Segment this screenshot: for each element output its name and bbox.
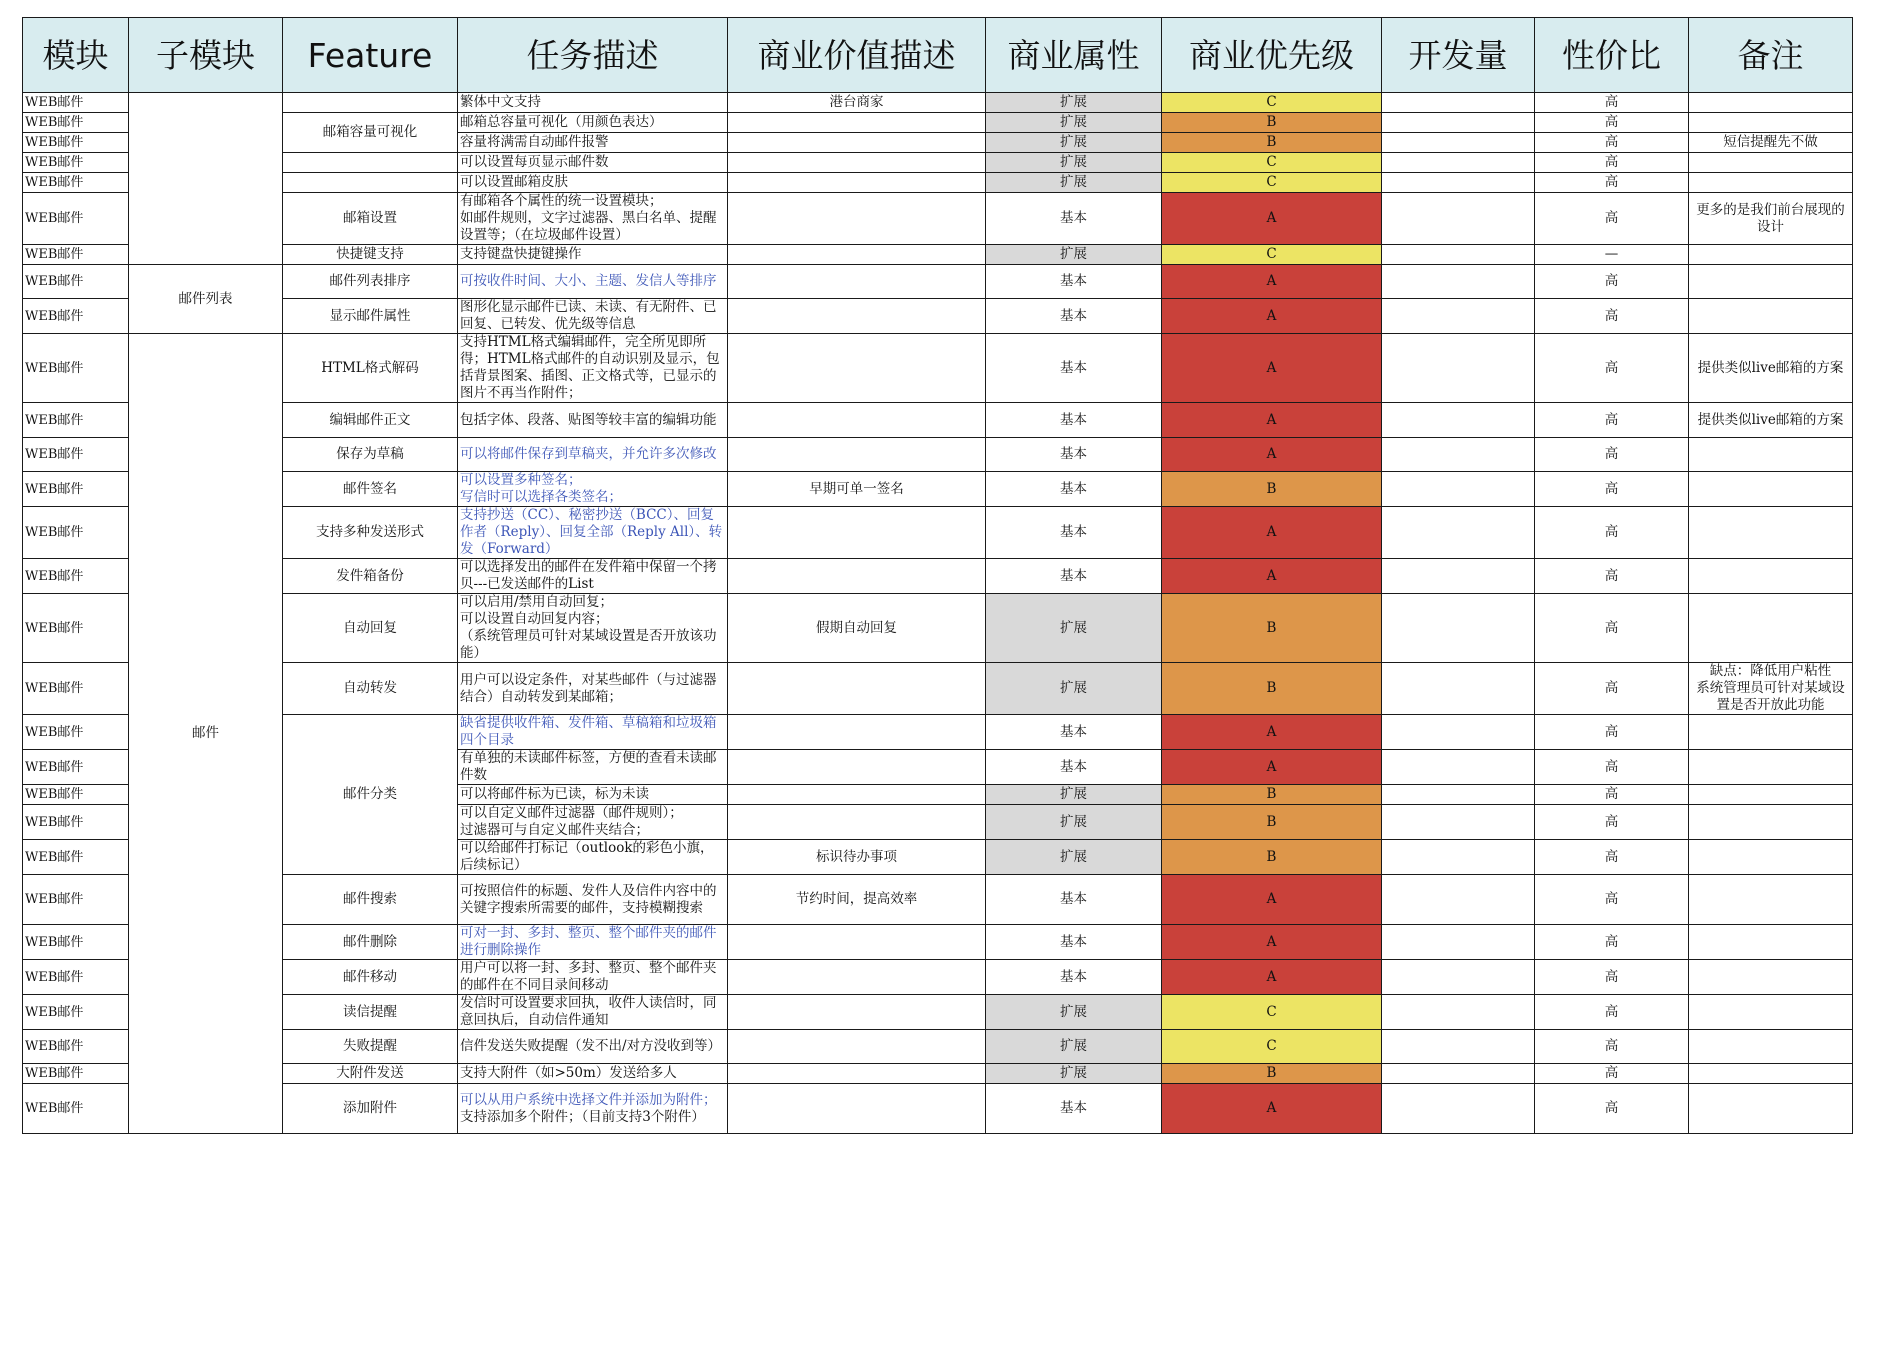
- effort-cell[interactable]: [1382, 750, 1535, 785]
- module-cell[interactable]: WEB邮件: [23, 133, 129, 153]
- ratio-cell[interactable]: 高: [1535, 715, 1689, 750]
- table-row: [23, 245, 1853, 265]
- task-cell[interactable]: 支持HTML格式编辑邮件，完全所见即所得；HTML格式邮件的自动识别及显示，包括背景图案、插图、正文格式等，已显示的图片不再当作附件；: [458, 334, 728, 403]
- attribute-cell[interactable]: 基本: [986, 1084, 1162, 1134]
- module-cell[interactable]: WEB邮件: [23, 472, 129, 507]
- submodule-cell[interactable]: [129, 93, 283, 265]
- effort-cell[interactable]: [1382, 960, 1535, 995]
- attribute-cell[interactable]: 扩展: [986, 785, 1162, 805]
- task-cell[interactable]: 可以自定义邮件过滤器（邮件规则）； 过滤器可与自定义邮件夹结合；: [458, 805, 728, 840]
- value-cell[interactable]: [728, 715, 986, 750]
- notes-cell[interactable]: [1689, 925, 1853, 960]
- notes-cell[interactable]: [1689, 173, 1853, 193]
- effort-cell[interactable]: [1382, 507, 1535, 559]
- value-cell[interactable]: [728, 559, 986, 594]
- priority-cell[interactable]: B: [1162, 663, 1382, 715]
- effort-cell[interactable]: [1382, 805, 1535, 840]
- notes-cell[interactable]: [1689, 1064, 1853, 1084]
- ratio-cell[interactable]: 高: [1535, 173, 1689, 193]
- attribute-cell[interactable]: 扩展: [986, 113, 1162, 133]
- task-text-highlight: 可以从用户系统中选择文件并添加为附件；: [460, 1091, 717, 1108]
- table-row: [23, 925, 1853, 960]
- module-cell[interactable]: WEB邮件: [23, 507, 129, 559]
- effort-cell[interactable]: [1382, 715, 1535, 750]
- feature-cell[interactable]: 显示邮件属性: [283, 299, 458, 334]
- value-cell[interactable]: [728, 1084, 986, 1134]
- effort-cell[interactable]: [1382, 153, 1535, 173]
- module-cell[interactable]: WEB邮件: [23, 193, 129, 245]
- feature-cell[interactable]: 邮件列表排序: [283, 265, 458, 299]
- attribute-cell[interactable]: 基本: [986, 438, 1162, 472]
- notes-cell[interactable]: [1689, 875, 1853, 925]
- ratio-cell[interactable]: 高: [1535, 403, 1689, 438]
- priority-cell[interactable]: B: [1162, 805, 1382, 840]
- task-cell[interactable]: 可对一封、多封、整页、整个邮件夹的邮件进行删除操作: [458, 925, 728, 960]
- module-cell[interactable]: WEB邮件: [23, 334, 129, 403]
- priority-cell[interactable]: B: [1162, 840, 1382, 875]
- value-cell[interactable]: 早期可单一签名: [728, 472, 986, 507]
- header-priority[interactable]: 商业优先级: [1162, 18, 1382, 93]
- table-row: [23, 663, 1853, 715]
- priority-cell[interactable]: A: [1162, 750, 1382, 785]
- module-cell[interactable]: WEB邮件: [23, 438, 129, 472]
- effort-cell[interactable]: [1382, 334, 1535, 403]
- priority-cell[interactable]: A: [1162, 960, 1382, 995]
- task-cell[interactable]: 邮箱总容量可视化（用颜色表达）: [458, 113, 728, 133]
- ratio-cell[interactable]: 高: [1535, 805, 1689, 840]
- submodule-cell[interactable]: 邮件列表: [129, 265, 283, 334]
- task-cell[interactable]: 可以将邮件标为已读，标为未读: [458, 785, 728, 805]
- task-cell[interactable]: 可按收件时间、大小、主题、发信人等排序: [458, 265, 728, 299]
- feature-cell[interactable]: 邮件签名: [283, 472, 458, 507]
- value-cell[interactable]: [728, 925, 986, 960]
- attribute-cell[interactable]: 扩展: [986, 93, 1162, 113]
- task-cell[interactable]: 发信时可设置要求回执，收件人读信时，同意回执后，自动信件通知: [458, 995, 728, 1030]
- effort-cell[interactable]: [1382, 193, 1535, 245]
- priority-cell[interactable]: A: [1162, 193, 1382, 245]
- notes-cell[interactable]: [1689, 153, 1853, 173]
- feature-cell[interactable]: [283, 173, 458, 193]
- task-cell[interactable]: 包括字体、段落、贴图等较丰富的编辑功能: [458, 403, 728, 438]
- priority-cell[interactable]: A: [1162, 715, 1382, 750]
- effort-cell[interactable]: [1382, 594, 1535, 663]
- notes-cell[interactable]: [1689, 93, 1853, 113]
- effort-cell[interactable]: [1382, 995, 1535, 1030]
- value-cell[interactable]: 标识待办事项: [728, 840, 986, 875]
- notes-cell[interactable]: [1689, 840, 1853, 875]
- notes-cell[interactable]: [1689, 438, 1853, 472]
- ratio-cell[interactable]: 高: [1535, 153, 1689, 173]
- feature-cell[interactable]: 编辑邮件正文: [283, 403, 458, 438]
- table-row: [23, 1030, 1853, 1064]
- priority-cell[interactable]: A: [1162, 265, 1382, 299]
- attribute-cell[interactable]: 基本: [986, 299, 1162, 334]
- notes-cell[interactable]: [1689, 960, 1853, 995]
- ratio-cell[interactable]: —: [1535, 245, 1689, 265]
- module-cell[interactable]: WEB邮件: [23, 960, 129, 995]
- feature-cell[interactable]: 失败提醒: [283, 1030, 458, 1064]
- table-row: [23, 173, 1853, 193]
- feature-cell[interactable]: HTML格式解码: [283, 334, 458, 403]
- ratio-cell[interactable]: 高: [1535, 299, 1689, 334]
- priority-cell[interactable]: C: [1162, 1030, 1382, 1064]
- attribute-cell[interactable]: 基本: [986, 334, 1162, 403]
- notes-cell[interactable]: 短信提醒先不做: [1689, 133, 1853, 153]
- table-row: [23, 995, 1853, 1030]
- table-row: [23, 507, 1853, 559]
- value-cell[interactable]: [728, 438, 986, 472]
- header-feature[interactable]: Feature: [283, 18, 458, 93]
- feature-cell[interactable]: 邮箱容量可视化: [283, 113, 458, 153]
- ratio-cell[interactable]: 高: [1535, 1030, 1689, 1064]
- table-row: [23, 438, 1853, 472]
- module-cell[interactable]: WEB邮件: [23, 265, 129, 299]
- module-cell[interactable]: WEB邮件: [23, 245, 129, 265]
- attribute-cell[interactable]: 扩展: [986, 840, 1162, 875]
- notes-cell[interactable]: [1689, 265, 1853, 299]
- submodule-cell[interactable]: 邮件: [129, 334, 283, 1134]
- priority-cell[interactable]: B: [1162, 594, 1382, 663]
- ratio-cell[interactable]: 高: [1535, 93, 1689, 113]
- task-cell[interactable]: 用户可以设定条件，对某些邮件（与过滤器结合）自动转发到某邮箱；: [458, 663, 728, 715]
- attribute-cell[interactable]: 基本: [986, 265, 1162, 299]
- ratio-cell[interactable]: 高: [1535, 995, 1689, 1030]
- module-cell[interactable]: WEB邮件: [23, 173, 129, 193]
- module-cell[interactable]: WEB邮件: [23, 1030, 129, 1064]
- value-cell[interactable]: [728, 113, 986, 133]
- priority-cell[interactable]: A: [1162, 559, 1382, 594]
- value-cell[interactable]: [728, 299, 986, 334]
- task-cell[interactable]: 可以选择发出的邮件在发件箱中保留一个拷贝---已发送邮件的List: [458, 559, 728, 594]
- module-cell[interactable]: WEB邮件: [23, 715, 129, 750]
- notes-cell[interactable]: [1689, 750, 1853, 785]
- task-cell[interactable]: 有邮箱各个属性的统一设置模块； 如邮件规则，文字过滤器、黑白名单、提醒设置等；（在垃圾邮件设置）: [458, 193, 728, 245]
- header-attribute[interactable]: 商业属性: [986, 18, 1162, 93]
- feature-cell[interactable]: 邮件删除: [283, 925, 458, 960]
- task-cell[interactable]: 支持键盘快捷键操作: [458, 245, 728, 265]
- effort-cell[interactable]: [1382, 113, 1535, 133]
- module-cell[interactable]: WEB邮件: [23, 153, 129, 173]
- ratio-cell[interactable]: 高: [1535, 785, 1689, 805]
- attribute-cell[interactable]: 扩展: [986, 153, 1162, 173]
- ratio-cell[interactable]: 高: [1535, 1064, 1689, 1084]
- attribute-cell[interactable]: 扩展: [986, 173, 1162, 193]
- ratio-cell[interactable]: 高: [1535, 265, 1689, 299]
- header-module[interactable]: 模块: [23, 18, 129, 93]
- priority-cell[interactable]: C: [1162, 173, 1382, 193]
- attribute-cell[interactable]: 扩展: [986, 805, 1162, 840]
- value-cell[interactable]: [728, 805, 986, 840]
- feature-cell[interactable]: 读信提醒: [283, 995, 458, 1030]
- task-cell[interactable]: 可以设置多种签名； 写信时可以选择各类签名；: [458, 472, 728, 507]
- attribute-cell[interactable]: 基本: [986, 193, 1162, 245]
- notes-cell[interactable]: [1689, 472, 1853, 507]
- value-cell[interactable]: [728, 334, 986, 403]
- table-row: [23, 472, 1853, 507]
- effort-cell[interactable]: [1382, 1030, 1535, 1064]
- feature-cell[interactable]: 邮件搜索: [283, 875, 458, 925]
- header-value[interactable]: 商业价值描述: [728, 18, 986, 93]
- priority-cell[interactable]: A: [1162, 875, 1382, 925]
- ratio-cell[interactable]: 高: [1535, 113, 1689, 133]
- module-cell[interactable]: WEB邮件: [23, 875, 129, 925]
- effort-cell[interactable]: [1382, 299, 1535, 334]
- table-row: [23, 594, 1853, 663]
- feature-cell[interactable]: 大附件发送: [283, 1064, 458, 1084]
- feature-cell[interactable]: 保存为草稿: [283, 438, 458, 472]
- notes-cell[interactable]: [1689, 245, 1853, 265]
- effort-cell[interactable]: [1382, 925, 1535, 960]
- task-cell[interactable]: 容量将满需自动邮件报警: [458, 133, 728, 153]
- priority-cell[interactable]: B: [1162, 113, 1382, 133]
- attribute-cell[interactable]: 基本: [986, 559, 1162, 594]
- priority-cell[interactable]: A: [1162, 299, 1382, 334]
- task-cell[interactable]: 支持抄送（CC）、秘密抄送（BCC）、回复作者（Reply）、回复全部（Reply All）、转发（Forward）: [458, 507, 728, 559]
- task-cell[interactable]: [458, 1084, 728, 1134]
- module-cell[interactable]: WEB邮件: [23, 403, 129, 438]
- attribute-cell[interactable]: 基本: [986, 715, 1162, 750]
- feature-cell[interactable]: [283, 93, 458, 113]
- value-cell[interactable]: [728, 960, 986, 995]
- effort-cell[interactable]: [1382, 663, 1535, 715]
- notes-cell[interactable]: [1689, 785, 1853, 805]
- module-cell[interactable]: WEB邮件: [23, 840, 129, 875]
- module-cell[interactable]: WEB邮件: [23, 1064, 129, 1084]
- module-cell[interactable]: WEB邮件: [23, 93, 129, 113]
- header-ratio[interactable]: 性价比: [1535, 18, 1689, 93]
- feature-cell[interactable]: [283, 153, 458, 173]
- value-cell[interactable]: [728, 995, 986, 1030]
- ratio-cell[interactable]: 高: [1535, 663, 1689, 715]
- ratio-cell[interactable]: 高: [1535, 133, 1689, 153]
- ratio-cell[interactable]: 高: [1535, 840, 1689, 875]
- attribute-cell[interactable]: 基本: [986, 875, 1162, 925]
- priority-cell[interactable]: A: [1162, 438, 1382, 472]
- feature-cell[interactable]: 添加附件: [283, 1084, 458, 1134]
- value-cell[interactable]: [728, 1064, 986, 1084]
- task-cell[interactable]: 支持大附件（如>50m）发送给多人: [458, 1064, 728, 1084]
- task-cell[interactable]: 可按照信件的标题、发件人及信件内容中的关键字搜索所需要的邮件，支持模糊搜索: [458, 875, 728, 925]
- task-cell[interactable]: 繁体中文支持: [458, 93, 728, 113]
- table-row: [23, 715, 1853, 750]
- feature-cell[interactable]: 发件箱备份: [283, 559, 458, 594]
- header-row: [23, 18, 1853, 93]
- module-cell[interactable]: WEB邮件: [23, 995, 129, 1030]
- ratio-cell[interactable]: 高: [1535, 472, 1689, 507]
- priority-cell[interactable]: A: [1162, 1084, 1382, 1134]
- priority-cell[interactable]: A: [1162, 507, 1382, 559]
- notes-cell[interactable]: [1689, 559, 1853, 594]
- effort-cell[interactable]: [1382, 875, 1535, 925]
- header-submodule[interactable]: 子模块: [129, 18, 283, 93]
- effort-cell[interactable]: [1382, 785, 1535, 805]
- module-cell[interactable]: WEB邮件: [23, 299, 129, 334]
- value-cell[interactable]: [728, 785, 986, 805]
- effort-cell[interactable]: [1382, 840, 1535, 875]
- table-row: [23, 1064, 1853, 1084]
- ratio-cell[interactable]: 高: [1535, 960, 1689, 995]
- notes-cell[interactable]: 更多的是我们前台展现的设计: [1689, 193, 1853, 245]
- table-row: [23, 875, 1853, 925]
- attribute-cell[interactable]: 扩展: [986, 133, 1162, 153]
- task-cell[interactable]: 缺省提供收件箱、发件箱、草稿箱和垃圾箱四个目录: [458, 715, 728, 750]
- value-cell[interactable]: 节约时间，提高效率: [728, 875, 986, 925]
- effort-cell[interactable]: [1382, 438, 1535, 472]
- table-row: [23, 334, 1853, 403]
- value-cell[interactable]: [728, 1030, 986, 1064]
- notes-cell[interactable]: [1689, 594, 1853, 663]
- header-notes[interactable]: 备注: [1689, 18, 1853, 93]
- task-text: 支持添加多个附件；（目前支持3个附件）: [460, 1108, 705, 1125]
- effort-cell[interactable]: [1382, 403, 1535, 438]
- table-row: [23, 1084, 1853, 1134]
- header-task[interactable]: 任务描述: [458, 18, 728, 93]
- ratio-cell[interactable]: 高: [1535, 334, 1689, 403]
- notes-cell[interactable]: [1689, 995, 1853, 1030]
- priority-cell[interactable]: A: [1162, 925, 1382, 960]
- feature-cell[interactable]: 支持多种发送形式: [283, 507, 458, 559]
- priority-cell[interactable]: B: [1162, 133, 1382, 153]
- module-cell[interactable]: WEB邮件: [23, 113, 129, 133]
- module-cell[interactable]: WEB邮件: [23, 663, 129, 715]
- task-cell[interactable]: 可以启用/禁用自动回复； 可以设置自动回复内容； （系统管理员可针对某域设置是否开放该功能）: [458, 594, 728, 663]
- effort-cell[interactable]: [1382, 1084, 1535, 1134]
- ratio-cell[interactable]: 高: [1535, 594, 1689, 663]
- priority-cell[interactable]: C: [1162, 93, 1382, 113]
- value-cell[interactable]: [728, 193, 986, 245]
- ratio-cell[interactable]: 高: [1535, 438, 1689, 472]
- table-row: [23, 265, 1853, 299]
- attribute-cell[interactable]: 扩展: [986, 1030, 1162, 1064]
- effort-cell[interactable]: [1382, 93, 1535, 113]
- priority-cell[interactable]: A: [1162, 403, 1382, 438]
- table-row: [23, 113, 1853, 133]
- effort-cell[interactable]: [1382, 173, 1535, 193]
- notes-cell[interactable]: 缺点：降低用户粘性 系统管理员可针对某域设置是否开放此功能: [1689, 663, 1853, 715]
- ratio-cell[interactable]: 高: [1535, 750, 1689, 785]
- effort-cell[interactable]: [1382, 472, 1535, 507]
- feature-cell[interactable]: 快捷键支持: [283, 245, 458, 265]
- task-cell[interactable]: 有单独的未读邮件标签，方便的查看未读邮件数: [458, 750, 728, 785]
- notes-cell[interactable]: [1689, 299, 1853, 334]
- attribute-cell[interactable]: 扩展: [986, 594, 1162, 663]
- feature-cell[interactable]: 自动转发: [283, 663, 458, 715]
- notes-cell[interactable]: [1689, 507, 1853, 559]
- ratio-cell[interactable]: 高: [1535, 507, 1689, 559]
- feature-cell[interactable]: 自动回复: [283, 594, 458, 663]
- attribute-cell[interactable]: 扩展: [986, 245, 1162, 265]
- task-cell[interactable]: 信件发送失败提醒（发不出/对方没收到等）: [458, 1030, 728, 1064]
- task-cell[interactable]: 可以设置邮箱皮肤: [458, 173, 728, 193]
- table-row: [23, 299, 1853, 334]
- value-cell[interactable]: [728, 265, 986, 299]
- module-cell[interactable]: WEB邮件: [23, 805, 129, 840]
- ratio-cell[interactable]: 高: [1535, 875, 1689, 925]
- task-cell[interactable]: 图形化显示邮件已读、未读、有无附件、已回复、已转发、优先级等信息: [458, 299, 728, 334]
- table-row: [23, 153, 1853, 173]
- ratio-cell[interactable]: 高: [1535, 559, 1689, 594]
- feature-cell[interactable]: 邮件分类: [283, 715, 458, 875]
- notes-cell[interactable]: 提供类似live邮箱的方案: [1689, 334, 1853, 403]
- value-cell[interactable]: [728, 507, 986, 559]
- value-cell[interactable]: [728, 133, 986, 153]
- attribute-cell[interactable]: 扩展: [986, 663, 1162, 715]
- priority-cell[interactable]: C: [1162, 153, 1382, 173]
- notes-cell[interactable]: 提供类似live邮箱的方案: [1689, 403, 1853, 438]
- ratio-cell[interactable]: 高: [1535, 193, 1689, 245]
- attribute-cell[interactable]: 扩展: [986, 1064, 1162, 1084]
- feature-spreadsheet: [22, 17, 1853, 1134]
- priority-cell[interactable]: C: [1162, 245, 1382, 265]
- priority-cell[interactable]: B: [1162, 1064, 1382, 1084]
- table-row: [23, 960, 1853, 995]
- value-cell[interactable]: 假期自动回复: [728, 594, 986, 663]
- attribute-cell[interactable]: 基本: [986, 403, 1162, 438]
- feature-cell[interactable]: 邮箱设置: [283, 193, 458, 245]
- table-row: [23, 559, 1853, 594]
- value-cell[interactable]: [728, 245, 986, 265]
- notes-cell[interactable]: [1689, 805, 1853, 840]
- effort-cell[interactable]: [1382, 559, 1535, 594]
- module-cell[interactable]: WEB邮件: [23, 1084, 129, 1134]
- effort-cell[interactable]: [1382, 265, 1535, 299]
- value-cell[interactable]: [728, 153, 986, 173]
- module-cell[interactable]: WEB邮件: [23, 925, 129, 960]
- effort-cell[interactable]: [1382, 245, 1535, 265]
- module-cell[interactable]: WEB邮件: [23, 785, 129, 805]
- priority-cell[interactable]: B: [1162, 785, 1382, 805]
- header-effort[interactable]: 开发量: [1382, 18, 1535, 93]
- table-row: [23, 403, 1853, 438]
- attribute-cell[interactable]: 基本: [986, 750, 1162, 785]
- notes-cell[interactable]: [1689, 1030, 1853, 1064]
- notes-cell[interactable]: [1689, 1084, 1853, 1134]
- priority-cell[interactable]: B: [1162, 472, 1382, 507]
- attribute-cell[interactable]: 基本: [986, 925, 1162, 960]
- module-cell[interactable]: WEB邮件: [23, 750, 129, 785]
- attribute-cell[interactable]: 基本: [986, 960, 1162, 995]
- value-cell[interactable]: [728, 173, 986, 193]
- task-cell[interactable]: 可以给邮件打标记（outlook的彩色小旗，后续标记）: [458, 840, 728, 875]
- task-cell[interactable]: 用户可以将一封、多封、整页、整个邮件夹的邮件在不同目录间移动: [458, 960, 728, 995]
- priority-cell[interactable]: C: [1162, 995, 1382, 1030]
- ratio-cell[interactable]: 高: [1535, 925, 1689, 960]
- module-cell[interactable]: WEB邮件: [23, 594, 129, 663]
- attribute-cell[interactable]: 基本: [986, 507, 1162, 559]
- attribute-cell[interactable]: 基本: [986, 472, 1162, 507]
- task-cell[interactable]: 可以将邮件保存到草稿夹，并允许多次修改: [458, 438, 728, 472]
- table-row: [23, 93, 1853, 113]
- ratio-cell[interactable]: 高: [1535, 1084, 1689, 1134]
- table-row: [23, 193, 1853, 245]
- task-cell[interactable]: 可以设置每页显示邮件数: [458, 153, 728, 173]
- effort-cell[interactable]: [1382, 133, 1535, 153]
- value-cell[interactable]: [728, 663, 986, 715]
- notes-cell[interactable]: [1689, 715, 1853, 750]
- module-cell[interactable]: WEB邮件: [23, 559, 129, 594]
- attribute-cell[interactable]: 扩展: [986, 995, 1162, 1030]
- value-cell[interactable]: 港台商家: [728, 93, 986, 113]
- feature-cell[interactable]: 邮件移动: [283, 960, 458, 995]
- value-cell[interactable]: [728, 750, 986, 785]
- value-cell[interactable]: [728, 403, 986, 438]
- effort-cell[interactable]: [1382, 1064, 1535, 1084]
- priority-cell[interactable]: A: [1162, 334, 1382, 403]
- notes-cell[interactable]: [1689, 113, 1853, 133]
